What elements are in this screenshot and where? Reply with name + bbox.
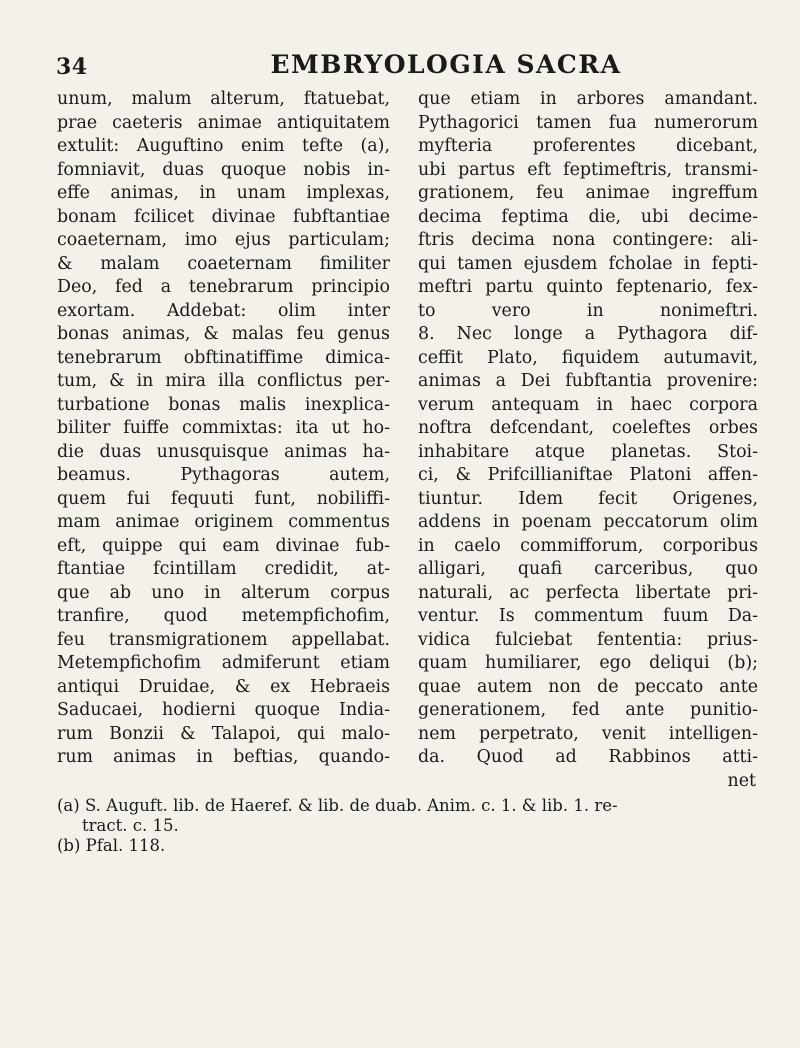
text-line: que ab uno in alterum corpus: [57, 582, 390, 603]
text-line: alligari, quafi carceribus, quo: [418, 559, 758, 579]
text-line: exortam. Addebat: olim inter: [57, 300, 390, 321]
text-line: ceffit Plato, fiquidem autumavit,: [418, 347, 758, 368]
text-line: Saducaei, hodierni quoque India-: [57, 700, 390, 720]
text-line: coaeternam, imo ejus particulam;: [57, 230, 390, 250]
text-line: ftris decima nona contingere: ali-: [418, 230, 758, 250]
text-line: Deo, fed a tenebrarum principio: [57, 277, 390, 297]
page-header: [48, 40, 764, 82]
text-line: addens in poenam peccatorum olim: [418, 512, 758, 532]
text-line: extulit: Auguftino enim tefte (a),: [57, 136, 390, 156]
text-line: Metempfichofim admiferunt etiam: [57, 653, 390, 673]
text-line: effe animas, in unam implexas,: [57, 183, 390, 203]
text-line: Pythagorici tamen fua numerorum: [418, 112, 758, 133]
text-line: 8. Nec longe a Pythagora dif-: [418, 324, 758, 344]
text-line: beamus. Pythagoras autem,: [57, 465, 390, 485]
footnote-line: (b) Pfal. 118.: [57, 836, 166, 855]
text-line: fomniavit, duas quoque nobis in-: [57, 159, 390, 180]
text-line: inhabitare atque planetas. Stoi-: [418, 441, 758, 462]
left-column: [57, 88, 390, 770]
text-line: bonas animas, & malas feu genus: [57, 324, 390, 344]
text-line: ventur. Is commentum fuum Da-: [418, 606, 758, 626]
text-line: verum antequam in haec corpora: [418, 394, 758, 415]
text-line: tiuntur. Idem fecit Origenes,: [418, 488, 758, 509]
text-line: ci, & Prifcillianiftae Platoni affen-: [418, 465, 758, 485]
text-line: animas a Dei fubftantia provenire:: [418, 371, 758, 391]
text-line: die duas unusquisque animas ha-: [57, 441, 390, 462]
text-line: ubi partus eft feptimeftris, transmi-: [418, 159, 758, 180]
text-line: tenebrarum obftinatiffime dimica-: [57, 347, 390, 368]
text-line: rum animas in beftias, quando-: [57, 747, 390, 767]
text-line: turbatione bonas malis inexplica-: [57, 394, 390, 415]
text-line: eft, quippe qui eam divinae fub-: [57, 535, 390, 556]
text-line: decima feptima die, ubi decime-: [418, 206, 758, 227]
text-line: myfteria proferentes dicebant,: [418, 136, 758, 156]
text-line: vidica fulciebat fententia: prius-: [418, 629, 758, 650]
page-number: 34: [56, 54, 88, 80]
text-line: quae autem non de peccato ante: [418, 676, 758, 697]
right-column: [418, 88, 758, 793]
text-line: mam animae originem commentus: [57, 512, 390, 532]
text-line: generationem, fed ante punitio-: [418, 700, 758, 720]
text-line: nem perpetrato, venit intelligen-: [418, 723, 758, 744]
text-line: grationem, feu animae ingreffum: [418, 183, 758, 203]
text-line: unum, malum alterum, ftatuebat,: [57, 89, 390, 109]
text-line: tranfire, quod metempfichofim,: [57, 606, 390, 626]
text-line: da. Quod ad Rabbinos atti-: [418, 747, 758, 767]
text-line: in caelo commifforum, corporibus: [418, 535, 758, 556]
catchword: net: [727, 770, 756, 791]
text-line: tum, & in mira illa conflictus per-: [57, 371, 390, 391]
text-line: quam humiliarer, ego deliqui (b);: [418, 653, 758, 673]
text-line: que etiam in arbores amandant.: [418, 89, 758, 109]
text-line: meftri partu quinto feptenario, fex-: [418, 277, 758, 297]
text-line: biliter fuiffe commixtas: ita ut ho-: [57, 418, 390, 438]
footnotes: [57, 796, 764, 856]
text-line: noftra defcendant, coeleftes orbes: [418, 418, 758, 438]
text-line: to vero in nonimeftri.: [418, 300, 758, 321]
footnote-line: (a) S. Auguft. lib. de Haeref. & lib. de duab. Anim. c. 1. & lib. 1. re-: [57, 796, 618, 815]
text-line: naturali, ac perfecta libertate pri-: [418, 582, 758, 603]
text-line: feu transmigrationem appellabat.: [57, 629, 390, 650]
text-line: quem fui fequuti funt, nobiliffi-: [57, 488, 390, 509]
text-line: ftantiae fcintillam credidit, at-: [57, 559, 390, 579]
footnote-line: tract. c. 15.: [82, 816, 179, 835]
text-line: antiqui Druidae, & ex Hebraeis: [57, 676, 390, 697]
text-line: rum Bonzii & Talapoi, qui malo-: [57, 723, 390, 744]
text-line: bonam fcilicet divinae fubftantiae: [57, 206, 390, 227]
text-line: & malam coaeternam fimiliter: [57, 253, 390, 274]
text-line: qui tamen ejusdem fcholae in fepti-: [418, 253, 758, 274]
text-line: prae caeteris animae antiquitatem: [57, 112, 390, 133]
running-title: EMBRYOLOGIA SACRA: [270, 50, 622, 79]
